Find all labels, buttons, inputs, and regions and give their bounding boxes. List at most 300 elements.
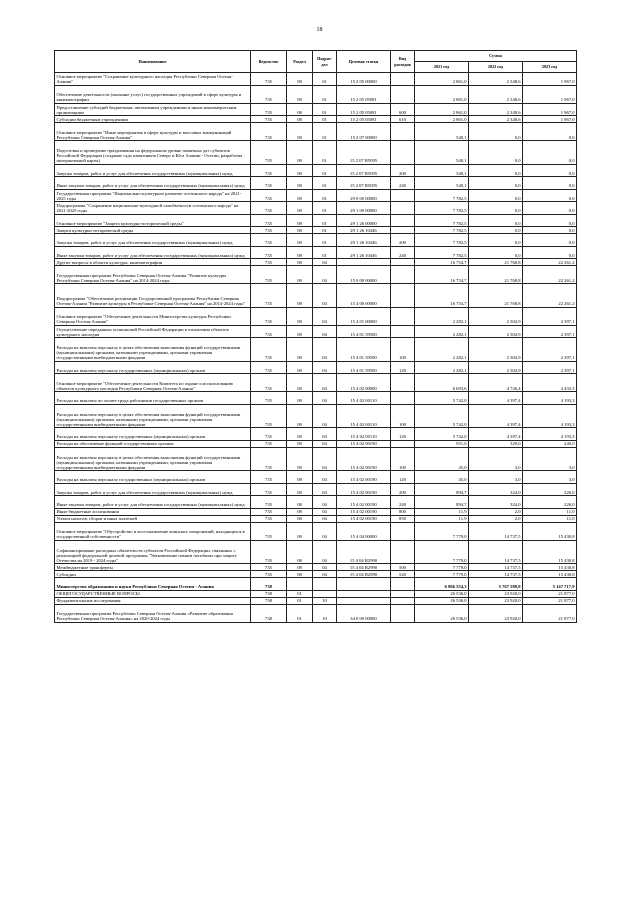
row-subsection: 01 bbox=[313, 103, 337, 116]
row-name: Основное мероприятие "Обустройство и восстановление воинских захоронений, находящихся в государственной собственности" bbox=[55, 522, 251, 540]
row-sum-2021: 7 782,5 bbox=[415, 189, 469, 202]
row-name: Расходы на выплаты персоналу государственных (муниципальных) органов bbox=[55, 361, 251, 374]
row-ministry: 735 bbox=[251, 508, 287, 515]
row-expense-type bbox=[391, 214, 415, 227]
row-name: Основное мероприятие "Обеспечение деятельности Комитета по охране и использованию объектов культурного наследия Республики Северная Осетия-Алания" bbox=[55, 374, 251, 392]
row-section: 08 bbox=[287, 177, 313, 190]
row-section: 08 bbox=[287, 202, 313, 215]
table-row bbox=[55, 604, 577, 622]
row-name: Фундаментальные исследования bbox=[55, 597, 251, 604]
row-name: Расходы на выплаты по оплате труда работников государственных органов bbox=[55, 392, 251, 405]
row-name: Основное мероприятие "Защита культурно-исторической среды" bbox=[55, 214, 251, 227]
row-subsection: 01 bbox=[313, 227, 337, 234]
row-expense-type bbox=[391, 266, 415, 284]
row-ministry: 735 bbox=[251, 116, 287, 123]
row-target-article: 15 2 05 05081 bbox=[337, 103, 391, 116]
row-sum-2023: 0,0 bbox=[523, 234, 577, 247]
row-sum-2022: 3,0 bbox=[469, 447, 523, 471]
row-sum-2023: 1 967,0 bbox=[523, 116, 577, 123]
row-expense-type bbox=[391, 440, 415, 447]
header-ministry: Ведомство bbox=[251, 51, 287, 73]
row-subsection: 01 bbox=[313, 123, 337, 141]
row-ministry: 735 bbox=[251, 361, 287, 374]
row-subsection: 01 bbox=[313, 234, 337, 247]
row-sum-2021: 2 282,1 bbox=[415, 325, 469, 338]
row-expense-type bbox=[391, 604, 415, 622]
table-row bbox=[55, 246, 577, 259]
row-target-article: 15 2 07 R5095 bbox=[337, 177, 391, 190]
row-subsection: 04 bbox=[313, 307, 337, 325]
row-section: 08 bbox=[287, 325, 313, 338]
row-sum-2021: 2 282,1 bbox=[415, 361, 469, 374]
table-row bbox=[55, 440, 577, 447]
row-section: 08 bbox=[287, 116, 313, 123]
row-sum-2022: 0,0 bbox=[469, 164, 523, 177]
row-sum-2023: 0,0 bbox=[523, 214, 577, 227]
row-target-article: 15 2 05 00000 bbox=[337, 73, 391, 86]
row-section: 08 bbox=[287, 214, 313, 227]
row-name: Иные закупки товаров, работ и услуг для обеспечения государственных (муниципальных) нужд bbox=[55, 496, 251, 509]
row-name: Осуществление переданных полномочий Российской Федерации в отношении объектов культурного наследия bbox=[55, 325, 251, 338]
row-sum-2022: 21 768,8 bbox=[469, 266, 523, 284]
row-sum-2023: 5 147 717,9 bbox=[523, 578, 577, 591]
row-expense-type bbox=[391, 284, 415, 308]
row-ministry: 735 bbox=[251, 338, 287, 362]
row-target-article: 15 4 01 59500 bbox=[337, 325, 391, 338]
row-sum-2021: 6 866 554,3 bbox=[415, 578, 469, 591]
row-expense-type: 100 bbox=[391, 404, 415, 428]
row-sum-2021: 540,1 bbox=[415, 141, 469, 165]
row-name: Государственная программа Республики Северная Осетия-Алания «Развитие образования Республики Северная Осетия-Алания» на 2020-2024 годы bbox=[55, 604, 251, 622]
row-target-article: 15 2 05 05081 bbox=[337, 85, 391, 103]
row-ministry: 735 bbox=[251, 246, 287, 259]
row-expense-type bbox=[391, 590, 415, 597]
row-sum-2021: 894,7 bbox=[415, 483, 469, 496]
row-sum-2021: 7 779,0 bbox=[415, 540, 469, 564]
row-ministry: 735 bbox=[251, 496, 287, 509]
row-name: Предоставление субсидий бюджетным, автономным учреждениям и иным некоммерческим организациям bbox=[55, 103, 251, 116]
row-section: 08 bbox=[287, 522, 313, 540]
row-name: Расходы на выплаты персоналу в целях обеспечения выполнения функций государственными (муниципальными) органами, казенными учреждениями, органами управления государственными внебюджетными фондами bbox=[55, 404, 251, 428]
row-target-article bbox=[337, 259, 391, 266]
table-body bbox=[55, 73, 577, 623]
row-section: 08 bbox=[287, 483, 313, 496]
row-section: 08 bbox=[287, 471, 313, 484]
row-ministry: 735 bbox=[251, 141, 287, 165]
row-sum-2023: 4 193,3 bbox=[523, 404, 577, 428]
row-sum-2023: 2 397,1 bbox=[523, 338, 577, 362]
row-sum-2021: 7 779,0 bbox=[415, 522, 469, 540]
row-sum-2023: 0,0 bbox=[523, 246, 577, 259]
row-name: Основное мероприятие "Обеспечение деятельности Министерства культуры Республики Северная Осетия-Алания" bbox=[55, 307, 251, 325]
row-sum-2023: 0,0 bbox=[523, 123, 577, 141]
header-target-article: Целевая статья bbox=[337, 51, 391, 73]
row-sum-2021: 2 861,0 bbox=[415, 73, 469, 86]
row-section: 08 bbox=[287, 234, 313, 247]
row-subsection bbox=[313, 578, 337, 591]
header-expense-type: Вид расходов bbox=[391, 51, 415, 73]
row-section: 08 bbox=[287, 85, 313, 103]
table-row bbox=[55, 374, 577, 392]
row-sum-2021: 7 782,5 bbox=[415, 202, 469, 215]
row-expense-type bbox=[391, 85, 415, 103]
table-row bbox=[55, 85, 577, 103]
row-ministry: 735 bbox=[251, 284, 287, 308]
row-ministry: 735 bbox=[251, 177, 287, 190]
header-sum: Сумма bbox=[415, 51, 577, 62]
row-sum-2022: 0,0 bbox=[469, 227, 523, 234]
row-sum-2021: 2 861,0 bbox=[415, 103, 469, 116]
table-row bbox=[55, 214, 577, 227]
row-target-article: 29 1 26 00000 bbox=[337, 214, 391, 227]
row-section: 08 bbox=[287, 123, 313, 141]
row-section: 08 bbox=[287, 361, 313, 374]
header-section: Раздел bbox=[287, 51, 313, 73]
table-row bbox=[55, 361, 577, 374]
row-expense-type: 120 bbox=[391, 471, 415, 484]
row-sum-2023: 0,0 bbox=[523, 177, 577, 190]
row-sum-2022: 2 304,9 bbox=[469, 338, 523, 362]
row-target-article: 29 1 26 10446 bbox=[337, 234, 391, 247]
row-subsection: 04 bbox=[313, 471, 337, 484]
row-section: 08 bbox=[287, 141, 313, 165]
row-sum-2023: 0,0 bbox=[523, 141, 577, 165]
row-name: ОБЩЕГОСУДАРСТВЕННЫЕ ВОПРОСЫ bbox=[55, 590, 251, 597]
row-ministry: 735 bbox=[251, 540, 287, 564]
row-sum-2022: 0,0 bbox=[469, 234, 523, 247]
row-section: 08 bbox=[287, 284, 313, 308]
row-sum-2021: 894,7 bbox=[415, 496, 469, 509]
row-target-article: 15 4 02 00190 bbox=[337, 508, 391, 515]
table-row bbox=[55, 307, 577, 325]
table-row bbox=[55, 540, 577, 564]
row-sum-2023: 4 433,3 bbox=[523, 374, 577, 392]
row-sum-2023: 226,0 bbox=[523, 496, 577, 509]
header-year-2023: 2023 год bbox=[523, 62, 577, 73]
row-expense-type: 200 bbox=[391, 483, 415, 496]
row-ministry: 735 bbox=[251, 307, 287, 325]
row-sum-2023: 22 261,2 bbox=[523, 284, 577, 308]
row-sum-2023: 0,0 bbox=[523, 202, 577, 215]
row-sum-2022: 2 348,6 bbox=[469, 116, 523, 123]
row-ministry: 735 bbox=[251, 103, 287, 116]
row-sum-2023: 0,0 bbox=[523, 189, 577, 202]
row-ministry: 735 bbox=[251, 266, 287, 284]
row-subsection: 01 bbox=[313, 214, 337, 227]
row-sum-2021: 7 779,0 bbox=[415, 571, 469, 578]
row-expense-type bbox=[391, 202, 415, 215]
row-sum-2021: 45,0 bbox=[415, 471, 469, 484]
table-row bbox=[55, 496, 577, 509]
table-row bbox=[55, 392, 577, 405]
row-ministry: 735 bbox=[251, 515, 287, 522]
row-sum-2023: 4 193,3 bbox=[523, 428, 577, 441]
row-target-article: 15 2 07 R5095 bbox=[337, 164, 391, 177]
row-section: 08 bbox=[287, 428, 313, 441]
row-section: 08 bbox=[287, 164, 313, 177]
row-sum-2021: 2 861,0 bbox=[415, 116, 469, 123]
row-section: 08 bbox=[287, 404, 313, 428]
table-row bbox=[55, 564, 577, 571]
table-row bbox=[55, 227, 577, 234]
row-ministry: 735 bbox=[251, 471, 287, 484]
row-subsection: 04 bbox=[313, 564, 337, 571]
row-sum-2023: 2 397,1 bbox=[523, 307, 577, 325]
row-sum-2023: 3,0 bbox=[523, 447, 577, 471]
row-sum-2023: 240,0 bbox=[523, 440, 577, 447]
row-subsection: 01 bbox=[313, 202, 337, 215]
row-sum-2022: 2 304,9 bbox=[469, 307, 523, 325]
table-row bbox=[55, 522, 577, 540]
row-sum-2021: 5 742,0 bbox=[415, 392, 469, 405]
row-sum-2022: 0,0 bbox=[469, 246, 523, 259]
row-subsection: 04 bbox=[313, 361, 337, 374]
row-sum-2021: 11,9 bbox=[415, 508, 469, 515]
row-expense-type: 200 bbox=[391, 164, 415, 177]
table-row bbox=[55, 338, 577, 362]
row-ministry: 735 bbox=[251, 189, 287, 202]
row-section: 08 bbox=[287, 540, 313, 564]
row-name: Субсидии bbox=[55, 571, 251, 578]
row-sum-2021: 16 754,7 bbox=[415, 284, 469, 308]
row-expense-type: 600 bbox=[391, 103, 415, 116]
row-expense-type: 240 bbox=[391, 177, 415, 190]
row-sum-2023: 21 877,0 bbox=[523, 590, 577, 597]
row-ministry: 735 bbox=[251, 571, 287, 578]
row-ministry: 738 bbox=[251, 578, 287, 591]
row-ministry: 735 bbox=[251, 164, 287, 177]
row-target-article: 15 4 04 R2990 bbox=[337, 540, 391, 564]
row-name: Подпрограмма "Сохранение национально-культурной самобытности осетинского народа" на 2021-2025 годы bbox=[55, 202, 251, 215]
row-expense-type bbox=[391, 189, 415, 202]
row-ministry: 735 bbox=[251, 440, 287, 447]
row-target-article: 15 2 07 R5095 bbox=[337, 141, 391, 165]
row-target-article: 15 4 02 00110 bbox=[337, 428, 391, 441]
row-sum-2021: 5 742,0 bbox=[415, 428, 469, 441]
row-section: 01 bbox=[287, 604, 313, 622]
row-name: Другие вопросы в области культуры, кинематографии bbox=[55, 259, 251, 266]
row-ministry: 738 bbox=[251, 597, 287, 604]
row-sum-2021: 16 754,7 bbox=[415, 259, 469, 266]
row-sum-2023: 0,0 bbox=[523, 164, 577, 177]
row-sum-2022: 0,0 bbox=[469, 214, 523, 227]
row-subsection: 01 bbox=[313, 177, 337, 190]
row-subsection: 01 bbox=[313, 246, 337, 259]
row-expense-type bbox=[391, 73, 415, 86]
row-name: Иные закупки товаров, работ и услуг для обеспечения государственных (муниципальных) нужд bbox=[55, 177, 251, 190]
row-sum-2022: 4 397,4 bbox=[469, 428, 523, 441]
row-sum-2022: 14 737,5 bbox=[469, 540, 523, 564]
row-sum-2022: 4 397,4 bbox=[469, 404, 523, 428]
row-name: Министерство образования и науки Республики Северная Осетия - Алания bbox=[55, 578, 251, 591]
row-ministry: 735 bbox=[251, 428, 287, 441]
row-section: 08 bbox=[287, 447, 313, 471]
row-subsection bbox=[313, 590, 337, 597]
row-section: 08 bbox=[287, 73, 313, 86]
row-sum-2021: 7 782,5 bbox=[415, 214, 469, 227]
row-target-article: 15 4 02 00190 bbox=[337, 483, 391, 496]
row-sum-2023: 22 261,2 bbox=[523, 266, 577, 284]
row-sum-2023: 3,0 bbox=[523, 471, 577, 484]
row-target-article: 15 4 04 R2990 bbox=[337, 571, 391, 578]
row-name: Государственная программа Республики Северная Осетия-Алания "Развитие культуры Республики Северная Осетия-Алания" на 2014-2024 годы bbox=[55, 266, 251, 284]
row-sum-2022: 0,0 bbox=[469, 202, 523, 215]
row-section: 08 bbox=[287, 374, 313, 392]
row-section: 08 bbox=[287, 508, 313, 515]
row-sum-2022: 14 737,5 bbox=[469, 571, 523, 578]
row-subsection: 04 bbox=[313, 338, 337, 362]
row-expense-type: 100 bbox=[391, 447, 415, 471]
row-sum-2023: 15 430,8 bbox=[523, 540, 577, 564]
row-sum-2023: 1 967,0 bbox=[523, 73, 577, 86]
row-sum-2022: 324,0 bbox=[469, 483, 523, 496]
row-sum-2023: 15 430,8 bbox=[523, 522, 577, 540]
row-sum-2021: 951,6 bbox=[415, 440, 469, 447]
table-row bbox=[55, 234, 577, 247]
table-row bbox=[55, 177, 577, 190]
row-name: Подготовка и проведение празднования на федеральном уровне памятных дат субъектов Российской Федерации (создание сада памятников Северо и Юга Алании - Осетии, разработка интерактивной карты) bbox=[55, 141, 251, 165]
row-name: Софинансирование расходных обязательств субъектов Российской Федерации, связанных с реализацией федеральной целевой программы "Увековечение памяти погибших при защите Отечества на 2019 - 2024 годы" bbox=[55, 540, 251, 564]
row-section: 08 bbox=[287, 259, 313, 266]
row-section: 08 bbox=[287, 515, 313, 522]
row-expense-type: 500 bbox=[391, 564, 415, 571]
row-sum-2021: 7 779,0 bbox=[415, 564, 469, 571]
row-sum-2022: 14 737,5 bbox=[469, 564, 523, 571]
row-sum-2022: 2,0 bbox=[469, 515, 523, 522]
row-target-article: 15 4 02 00110 bbox=[337, 404, 391, 428]
row-subsection: 04 bbox=[313, 404, 337, 428]
table-row bbox=[55, 141, 577, 165]
row-ministry: 738 bbox=[251, 604, 287, 622]
row-ministry: 735 bbox=[251, 202, 287, 215]
row-section: 08 bbox=[287, 496, 313, 509]
row-ministry: 735 bbox=[251, 447, 287, 471]
table-row bbox=[55, 259, 577, 266]
row-subsection: 04 bbox=[313, 508, 337, 515]
row-expense-type bbox=[391, 374, 415, 392]
row-name: Расходы на выплаты персоналу в целях обеспечения выполнения функций государственными (муниципальными) органами, казенными учреждениями, органами управления государственными внебюджетными фондами bbox=[55, 338, 251, 362]
row-sum-2022: 2 304,9 bbox=[469, 325, 523, 338]
row-sum-2021: 26 536,0 bbox=[415, 597, 469, 604]
row-name: Основное мероприятие "Сохранение культурного наследия Республики Северная Осетия-Алания" bbox=[55, 73, 251, 86]
row-sum-2021: 6 693,6 bbox=[415, 374, 469, 392]
row-sum-2021: 45,0 bbox=[415, 447, 469, 471]
row-ministry: 735 bbox=[251, 325, 287, 338]
row-ministry: 735 bbox=[251, 214, 287, 227]
row-name: Расходы на обеспечение функций государственных органов bbox=[55, 440, 251, 447]
row-subsection: 01 bbox=[313, 85, 337, 103]
row-sum-2021: 2 861,0 bbox=[415, 85, 469, 103]
row-ministry: 735 bbox=[251, 404, 287, 428]
row-sum-2022: 4 397,4 bbox=[469, 392, 523, 405]
row-expense-type: 100 bbox=[391, 338, 415, 362]
row-sum-2022: 0,0 bbox=[469, 177, 523, 190]
row-sum-2022: 2 348,6 bbox=[469, 73, 523, 86]
row-expense-type: 240 bbox=[391, 246, 415, 259]
table-row bbox=[55, 73, 577, 86]
row-sum-2023: 226,0 bbox=[523, 483, 577, 496]
row-expense-type: 200 bbox=[391, 234, 415, 247]
row-target-article: 15 4 01 59500 bbox=[337, 361, 391, 374]
row-target-article: 15 4 00 00000 bbox=[337, 284, 391, 308]
row-expense-type bbox=[391, 307, 415, 325]
row-sum-2022: 329,0 bbox=[469, 440, 523, 447]
row-ministry: 735 bbox=[251, 522, 287, 540]
page-number: 18 bbox=[316, 27, 323, 33]
budget-table bbox=[54, 50, 577, 623]
row-sum-2021: 2 282,1 bbox=[415, 307, 469, 325]
row-sum-2021: 7 782,5 bbox=[415, 227, 469, 234]
row-sum-2022: 2 304,9 bbox=[469, 361, 523, 374]
row-target-article: 15 4 02 00110 bbox=[337, 392, 391, 405]
row-section bbox=[287, 578, 313, 591]
row-ministry: 735 bbox=[251, 564, 287, 571]
row-subsection: 04 bbox=[313, 571, 337, 578]
row-subsection: 04 bbox=[313, 447, 337, 471]
table-row bbox=[55, 471, 577, 484]
row-sum-2023: 1 967,0 bbox=[523, 85, 577, 103]
row-expense-type bbox=[391, 123, 415, 141]
row-expense-type: 120 bbox=[391, 361, 415, 374]
row-name: Закупка товаров, работ и услуг для обеспечения государственных (муниципальных) нужд bbox=[55, 164, 251, 177]
row-expense-type bbox=[391, 141, 415, 165]
row-target-article: 34 0 00 00000 bbox=[337, 604, 391, 622]
row-target-article: 15 4 02 00190 bbox=[337, 440, 391, 447]
row-sum-2021: 5 742,0 bbox=[415, 404, 469, 428]
row-sum-2021: 16 754,7 bbox=[415, 266, 469, 284]
row-subsection: 04 bbox=[313, 522, 337, 540]
row-expense-type: 520 bbox=[391, 571, 415, 578]
row-sum-2022: 0,0 bbox=[469, 123, 523, 141]
row-ministry: 735 bbox=[251, 483, 287, 496]
row-sum-2022: 23 920,0 bbox=[469, 597, 523, 604]
row-section: 08 bbox=[287, 564, 313, 571]
row-ministry: 735 bbox=[251, 227, 287, 234]
row-sum-2023: 21 877,0 bbox=[523, 597, 577, 604]
row-name: Подпрограмма "Обеспечение реализации Государственной программы Республики Северная Осетия-Алания "Развитие культуры в Республике Северная Осетия-Алания" на 2014-2024 годы" bbox=[55, 284, 251, 308]
row-subsection: 01 bbox=[313, 116, 337, 123]
row-sum-2021: 7 782,5 bbox=[415, 246, 469, 259]
table-row bbox=[55, 590, 577, 597]
row-target-article: 15 4 01 00000 bbox=[337, 307, 391, 325]
row-ministry: 735 bbox=[251, 85, 287, 103]
row-sum-2023: 15 430,8 bbox=[523, 571, 577, 578]
row-expense-type bbox=[391, 227, 415, 234]
row-ministry: 735 bbox=[251, 392, 287, 405]
row-ministry: 735 bbox=[251, 259, 287, 266]
row-target-article: 15 4 02 00190 bbox=[337, 515, 391, 522]
table-row bbox=[55, 116, 577, 123]
row-expense-type bbox=[391, 597, 415, 604]
row-section: 08 bbox=[287, 227, 313, 234]
row-subsection: 04 bbox=[313, 440, 337, 447]
row-sum-2022: 21 768,8 bbox=[469, 284, 523, 308]
row-sum-2022: 4 726,4 bbox=[469, 374, 523, 392]
row-sum-2022: 324,0 bbox=[469, 496, 523, 509]
row-target-article: 15 4 04 00000 bbox=[337, 522, 391, 540]
row-subsection: 10 bbox=[313, 597, 337, 604]
row-sum-2023: 2 397,1 bbox=[523, 325, 577, 338]
row-expense-type bbox=[391, 522, 415, 540]
row-subsection: 04 bbox=[313, 483, 337, 496]
table-row bbox=[55, 447, 577, 471]
row-sum-2022: 2 348,6 bbox=[469, 103, 523, 116]
row-ministry: 738 bbox=[251, 590, 287, 597]
row-section: 08 bbox=[287, 440, 313, 447]
row-section: 01 bbox=[287, 597, 313, 604]
row-sum-2021: 540,1 bbox=[415, 123, 469, 141]
row-expense-type: 610 bbox=[391, 116, 415, 123]
